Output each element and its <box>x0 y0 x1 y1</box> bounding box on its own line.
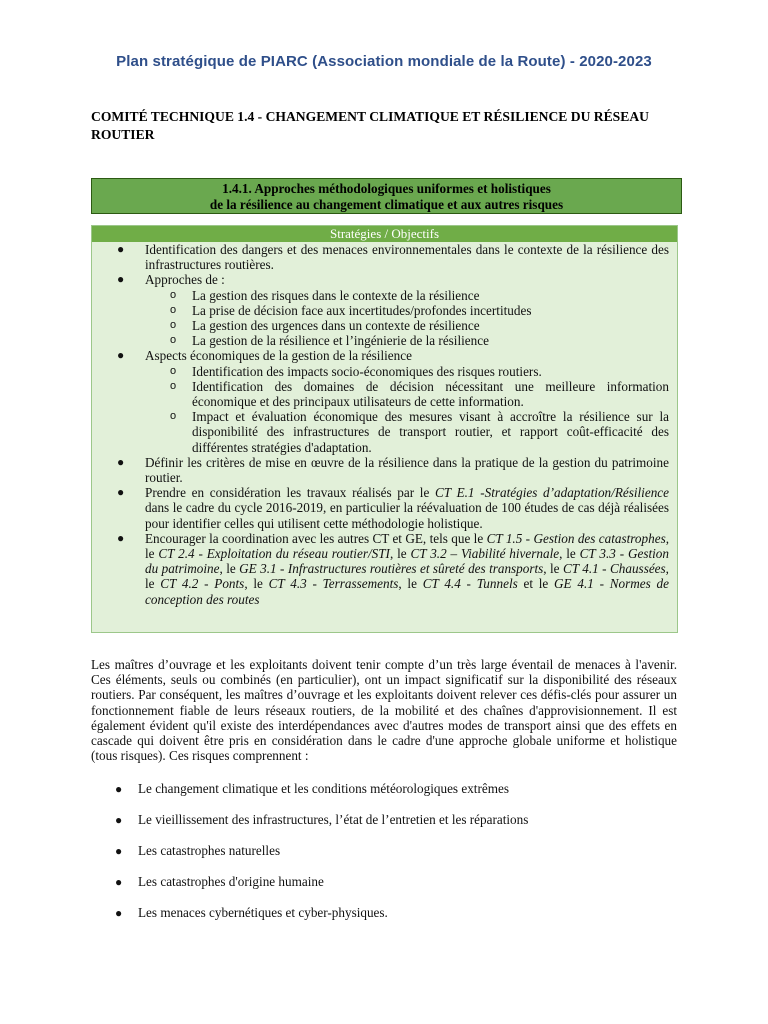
strategies-list <box>92 242 677 607</box>
separator-text: , le <box>398 576 423 592</box>
sub-list-item <box>145 379 669 409</box>
committee-reference: CT 4.3 - Terrassements <box>268 576 399 592</box>
circle-bullet-icon: o <box>170 410 177 423</box>
sub-list-item <box>145 288 669 303</box>
bullet-icon: ● <box>115 782 123 796</box>
list-item <box>92 485 677 531</box>
separator-text: , le <box>244 576 269 592</box>
bullet-icon: ● <box>115 844 123 858</box>
sub-list-item <box>145 409 669 455</box>
committee-reference: CT 4.1 - Chaussées <box>562 561 666 577</box>
separator-text: et le <box>517 576 555 592</box>
committee-reference: GE 3.1 - Infrastructures routières et sûreté des transports <box>239 561 544 577</box>
sub-item-text: La gestion des risques dans le contexte de la résilience <box>192 287 480 303</box>
committee-reference: CT 4.4 - Tunnels <box>422 576 518 592</box>
bullet-icon: ● <box>117 348 125 363</box>
strategy-text-part: dans le cadre du cycle 2016-2019, en particulier la réévaluation de 100 études de cas déjà réalisées pour identifier celles qui utilisent cette méthodologie holistique. <box>145 500 669 531</box>
committee-reference: CT 1.5 - Gestion des catastrophes <box>486 530 666 546</box>
separator-text: , le <box>219 561 240 577</box>
section-title-box <box>91 178 682 214</box>
strategy-text: Identification des dangers et des menaces environnementales dans le contexte de la résilience des infrastructures routières. <box>145 242 669 273</box>
circle-bullet-icon: o <box>170 379 177 392</box>
bullet-icon: ● <box>115 906 123 920</box>
separator-text: , le <box>145 561 669 592</box>
list-item <box>91 842 677 873</box>
separator-text: , le <box>389 546 411 562</box>
committee-title: COMITÉ TECHNIQUE 1.4 - CHANGEMENT CLIMATIQUE ET RÉSILIENCE DU RÉSEAU ROUTIER <box>91 109 649 142</box>
sub-list-item <box>145 333 669 348</box>
document-header-title: Plan stratégique de PIARC (Association mondiale de la Route) - 2020-2023 <box>116 53 652 70</box>
strategy-text: Approches de : <box>145 272 225 288</box>
sub-list <box>145 288 669 349</box>
sub-item-text: Identification des domaines de décision nécessitant une meilleure information économique et des principaux utilisateurs de cette information. <box>192 378 669 410</box>
risk-text: Les catastrophes naturelles <box>138 843 281 858</box>
strategy-text-part: Encourager la coordination avec les autres CT et GE, tels que le <box>145 530 487 546</box>
committee-reference: CT E.1 -Stratégies d’adaptation/Résilience <box>435 485 670 501</box>
list-item <box>92 272 677 348</box>
committee-reference: CT 4.2 - Ponts <box>160 576 245 592</box>
bullet-icon: ● <box>115 813 123 827</box>
committee-reference: CT 3.3 - Gestion du patrimoine <box>145 546 669 577</box>
list-item <box>92 348 677 454</box>
circle-bullet-icon: o <box>170 288 177 301</box>
strategy-text: Aspects économiques de la gestion de la résilience <box>145 348 412 364</box>
separator-text: , le <box>559 546 580 562</box>
sub-list-item <box>145 303 669 318</box>
sub-list <box>145 364 669 455</box>
list-item <box>91 780 677 811</box>
strategies-box <box>91 225 678 633</box>
risk-list <box>91 780 677 935</box>
circle-bullet-icon: o <box>170 319 177 332</box>
list-item <box>92 531 677 607</box>
list-item <box>91 904 677 935</box>
sub-item-text: La gestion de la résilience et l’ingénierie de la résilience <box>192 333 489 349</box>
committee-reference: CT 2.4 - Exploitation du réseau routier/STI <box>158 546 390 562</box>
sub-item-text: La prise de décision face aux incertitudes/profondes incertitudes <box>192 302 532 318</box>
circle-bullet-icon: o <box>170 303 177 316</box>
sub-item-text: Identification des impacts socio-économiques des risques routiers. <box>192 363 542 379</box>
list-item <box>92 455 677 485</box>
strategies-header: Stratégies / Objectifs <box>92 226 677 242</box>
risk-text: Le vieillissement des infrastructures, l’état de l’entretien et les réparations <box>138 812 529 827</box>
sub-item-text: La gestion des urgences dans un contexte de résilience <box>192 318 480 334</box>
strategy-text: Définir les critères de mise en œuvre de la résilience dans la pratique de la gestion du patrimoine routier. <box>145 454 669 486</box>
risk-text: Les menaces cybernétiques et cyber-physiques. <box>138 905 388 920</box>
circle-bullet-icon: o <box>170 334 177 347</box>
committee-reference: CT 3.2 – Viabilité hivernale <box>410 546 560 562</box>
strategy-text <box>145 485 669 530</box>
strategy-text-part: Prendre en considération les travaux réalisés par le <box>145 485 436 501</box>
risk-text: Le changement climatique et les conditions météorologiques extrêmes <box>138 781 509 796</box>
section-title-line1: 1.4.1. Approches méthodologiques uniformes et holistiques <box>222 181 551 196</box>
list-item <box>92 242 677 272</box>
separator-text: , le <box>145 530 669 562</box>
list-item <box>91 873 677 904</box>
bullet-icon: ● <box>117 530 125 545</box>
bullet-icon: ● <box>115 875 123 889</box>
bullet-icon: ● <box>117 485 125 500</box>
separator-text: , le <box>543 561 563 577</box>
sub-list-item <box>145 364 669 379</box>
risk-text: Les catastrophes d'origine humaine <box>138 874 324 889</box>
sub-item-text: Impact et évaluation économique des mesures visant à accroître la résilience sur la disponibilité des infrastructures de transport routier, et rapport coût-efficacité des différentes stratégies d'adaptation. <box>192 409 669 455</box>
body-paragraph: Les maîtres d’ouvrage et les exploitants doivent tenir compte d’un très large éventail de menaces à l'avenir. Ces éléments, seuls ou combinés (en particulier), ont un impact significatif sur la disponibilité des réseaux routiers. Par conséquent, les maîtres d’ouvrage et les exploitants doivent relever ces défis-clés pour assurer un fonctionnement fiable de leurs réseaux routiers, de la mobilité et des chaînes d'approvisionnement. Il est également évident qu'il existe des interdépendances avec d'autres modes de transport ainsi que des effets en cascade qui doivent être pris en considération dans le cadre d'une approche globale uniforme et holistique (tous risques). Ces risques comprennent : <box>91 657 677 764</box>
list-item <box>91 811 677 842</box>
strategy-text <box>145 531 669 607</box>
sub-list-item <box>145 318 669 333</box>
bullet-icon: ● <box>117 454 125 469</box>
bullet-icon: ● <box>117 242 125 256</box>
bullet-icon: ● <box>117 272 125 287</box>
committee-reference: GE 4.1 - Normes de conception des routes <box>145 576 669 607</box>
circle-bullet-icon: o <box>170 364 177 377</box>
section-title-line2: de la résilience au changement climatique et aux autres risques <box>209 197 564 212</box>
